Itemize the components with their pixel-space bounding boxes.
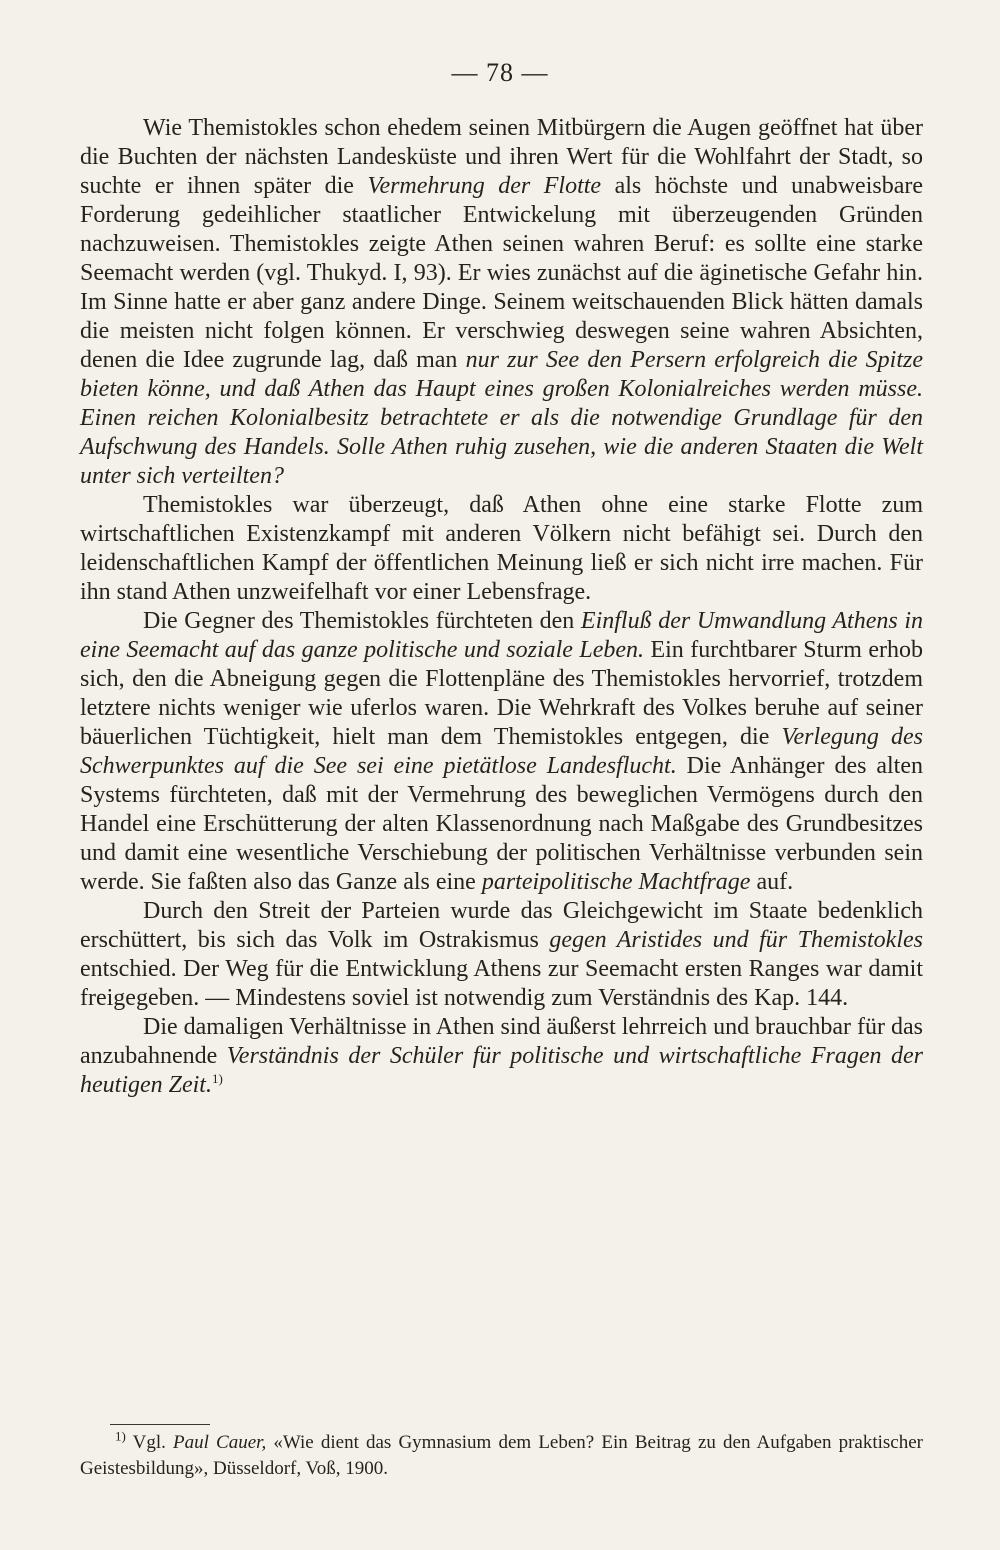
text-span: entschied. Der Weg für die Entwicklung Athens zur Seemacht ersten Ranges war damit freigegeben. — Mindestens soviel ist notwendig zum Verständnis des Kap. 144. [80, 956, 923, 1011]
text-span: Wie Themistokles schon ehedem seinen Mitbürgern die Augen geöffnet hat über die Buchten der nächsten Landesküste und ihren Wert für die Wohlfahrt der Stadt, so suchte er ihnen später die [80, 115, 923, 199]
italic-span: Verlegung des Schwerpunktes auf die See sei eine pietätlose Landesflucht. [80, 724, 923, 779]
text-span: Themistokles war überzeugt, daß Athen ohne eine starke Flotte zum wirtschaftlichen Existenzkampf mit anderen Völkern nicht befähigt sei. Durch den leidenschaftlichen Kampf der öffentlichen Meinung ließ er sich nicht irre machen. Für ihn stand Athen unzweifelhaft vor einer Lebensfrage. [80, 492, 923, 605]
italic-span: parteipolitische Machtfrage [481, 869, 751, 895]
paragraph [80, 607, 923, 897]
page-number: — 78 — [451, 58, 549, 87]
footnote-marker: 1) [115, 1428, 126, 1444]
paragraph [80, 114, 923, 491]
text-span: Durch den Streit der Parteien wurde das Gleichgewicht im Staate bedenklich erschüttert, bis sich das Volk im Ostrakismus [80, 898, 923, 953]
text-span: Die damaligen Verhältnisse in Athen sind äußerst lehrreich und brauchbar für das anzubahnende [80, 1014, 923, 1069]
italic-span: nur zur See den Persern erfolgreich die Spitze bieten könne, und daß Athen das Haupt eines großen Kolonialreiches werden müsse. Einen reichen Kolonialbesitz betrachtete er als die notwendige Grundlage für den Aufschwung des Handels. Solle Athen ruhig zusehen, wie die anderen Staaten die Welt unter sich verteilten? [80, 347, 924, 489]
text-span: auf. [750, 869, 794, 895]
footnote [80, 1430, 923, 1482]
footnote-reference[interactable]: 1) [211, 1071, 223, 1086]
paragraph [80, 897, 923, 1013]
body-text [80, 114, 923, 1100]
paragraph [80, 1013, 923, 1100]
italic-span: Paul Cauer, [173, 1432, 267, 1453]
italic-span: Einfluß der Umwandlung Athens in eine Seemacht auf das ganze politische und soziale Leben. [80, 608, 923, 663]
paragraph [80, 491, 923, 607]
italic-span: gegen Aristides und für Themistokles [549, 927, 923, 953]
footnote-divider [110, 1424, 210, 1425]
text-span: «Wie dient das Gymnasium dem Leben? Ein Beitrag zu den Aufgaben praktischer Geistesbildung», Düsseldorf, Voß, 1900. [80, 1432, 923, 1479]
text-span: Ein furchtbarer Sturm erhob sich, den die Abneigung gegen die Flottenpläne des Themistokles hervorrief, trotzdem letztere nichts weniger wie uferlos waren. Die Wehrkraft des Volkes beruhe auf seiner bäuerlichen Tüchtigkeit, hielt man dem Themistokles entgegen, die [80, 637, 923, 750]
italic-span: Vermehrung der Flotte [367, 173, 602, 199]
text-span: als höchste und unabweisbare Forderung gedeihlicher staatlicher Entwickelung mit überzeugenden Gründen nachzuweisen. Themistokles zeigte Athen seinen wahren Beruf: es sollte eine starke Seemacht werden (vgl. Thukyd. I, 93). Er wies zunächst auf die äginetische Gefahr hin. Im Sinne hatte er aber ganz andere Dinge. Seinem weitschauenden Blick hätten damals die meisten nicht folgen können. Er verschwieg deswegen seine wahren Absichten, denen die Idee zugrunde lag, daß man [80, 173, 924, 373]
text-span: Die Gegner des Themistokles fürchteten den [143, 608, 581, 634]
italic-span: Verständnis der Schüler für politische und wirtschaftliche Fragen der heutigen Zeit. [80, 1043, 923, 1098]
text-span: Die Anhänger des alten Systems fürchteten, daß mit der Vermehrung des beweglichen Vermögens durch den Handel eine Erschütterung der alten Klassenordnung nach Maßgabe des Grundbesitzes und damit eine wesentliche Verschiebung der politischen Verhältnisse verbunden sein werde. Sie faßten also das Ganze als eine [80, 753, 924, 895]
text-span: Vgl. [125, 1432, 174, 1453]
